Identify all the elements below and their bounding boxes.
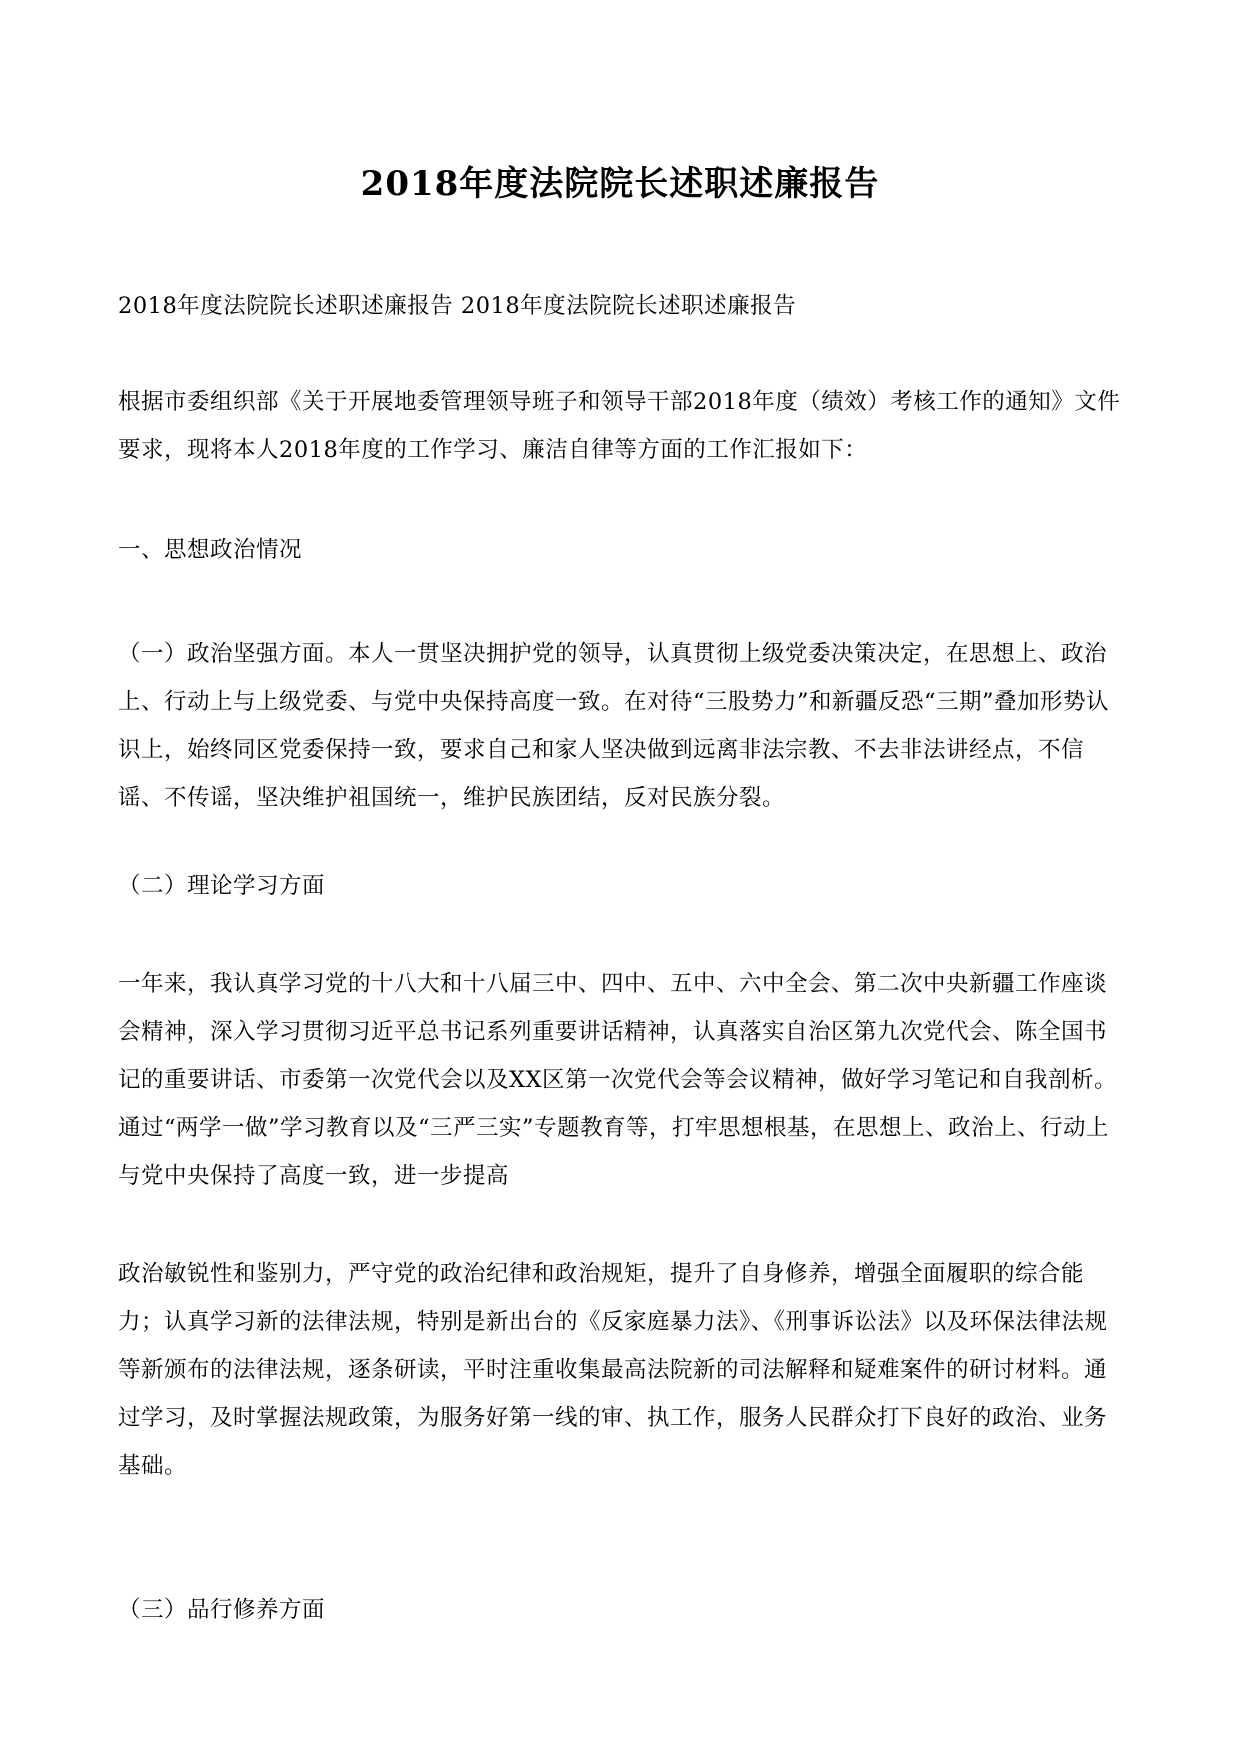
political-paragraph: （一）政治坚强方面。本人一贯坚决拥护党的领导，认真贯彻上级党委决策决定，在思想上、政治上、行动上与上级党委、与党中央保持高度一致。在对待“三股势力”和新疆反恐“三期”叠加形势认识上，始终同区党委保持一致，要求自己和家人坚决做到远离非法宗教、不去非法讲经点，不信谣、不传谣，坚决维护祖国统一，维护民族团结，反对民族分裂。 — [118, 641, 1110, 811]
section-theory-study-heading: （二）理论学习方面 — [118, 873, 326, 899]
study-paragraph-2: 政治敏锐性和鉴别力，严守党的政治纪律和政治规矩，提升了自身修养，增强全面履职的综合能力；认真学习新的法律法规，特别是新出台的《反家庭暴力法》、《刑事诉讼法》以及环保法律法规等新颁布的法律法规，逐条研读，平时注重收集最高法院新的司法解释和疑难案件的研讨材料。通过学习，及时掌握法规政策，为服务好第一线的审、执工作，服务人民群众打下良好的政治、业务基础。 — [118, 1261, 1108, 1479]
document-subtitle: 2018年度法院院长述职述廉报告 2018年度法院院长述职述廉报告 — [118, 293, 797, 319]
intro-paragraph: 根据市委组织部《关于开展地委管理领导班子和领导干部2018年度（绩效）考核工作的通知》文件要求，现将本人2018年度的工作学习、廉洁自律等方面的工作汇报如下： — [118, 389, 1121, 463]
section-1-heading: 一、思想政治情况 — [118, 537, 303, 563]
study-paragraph-1: 一年来，我认真学习党的十八大和十八届三中、四中、五中、六中全会、第二次中央新疆工作座谈会精神，深入学习贯彻习近平总书记系列重要讲话精神，认真落实自治区第九次党代会、陈全国书记的重要讲话、市委第一次党代会以及XX区第一次党代会等会议精神，做好学习笔记和自我剖析。通过“两学一做”学习教育以及“三严三实”专题教育等，打牢思想根基，在思想上、政治上、行动上与党中央保持了高度一致，进一步提高 — [118, 971, 1118, 1189]
document-title: 2018年度法院院长述职述廉报告 — [360, 164, 880, 204]
section-conduct-heading: （三）品行修养方面 — [118, 1597, 326, 1623]
